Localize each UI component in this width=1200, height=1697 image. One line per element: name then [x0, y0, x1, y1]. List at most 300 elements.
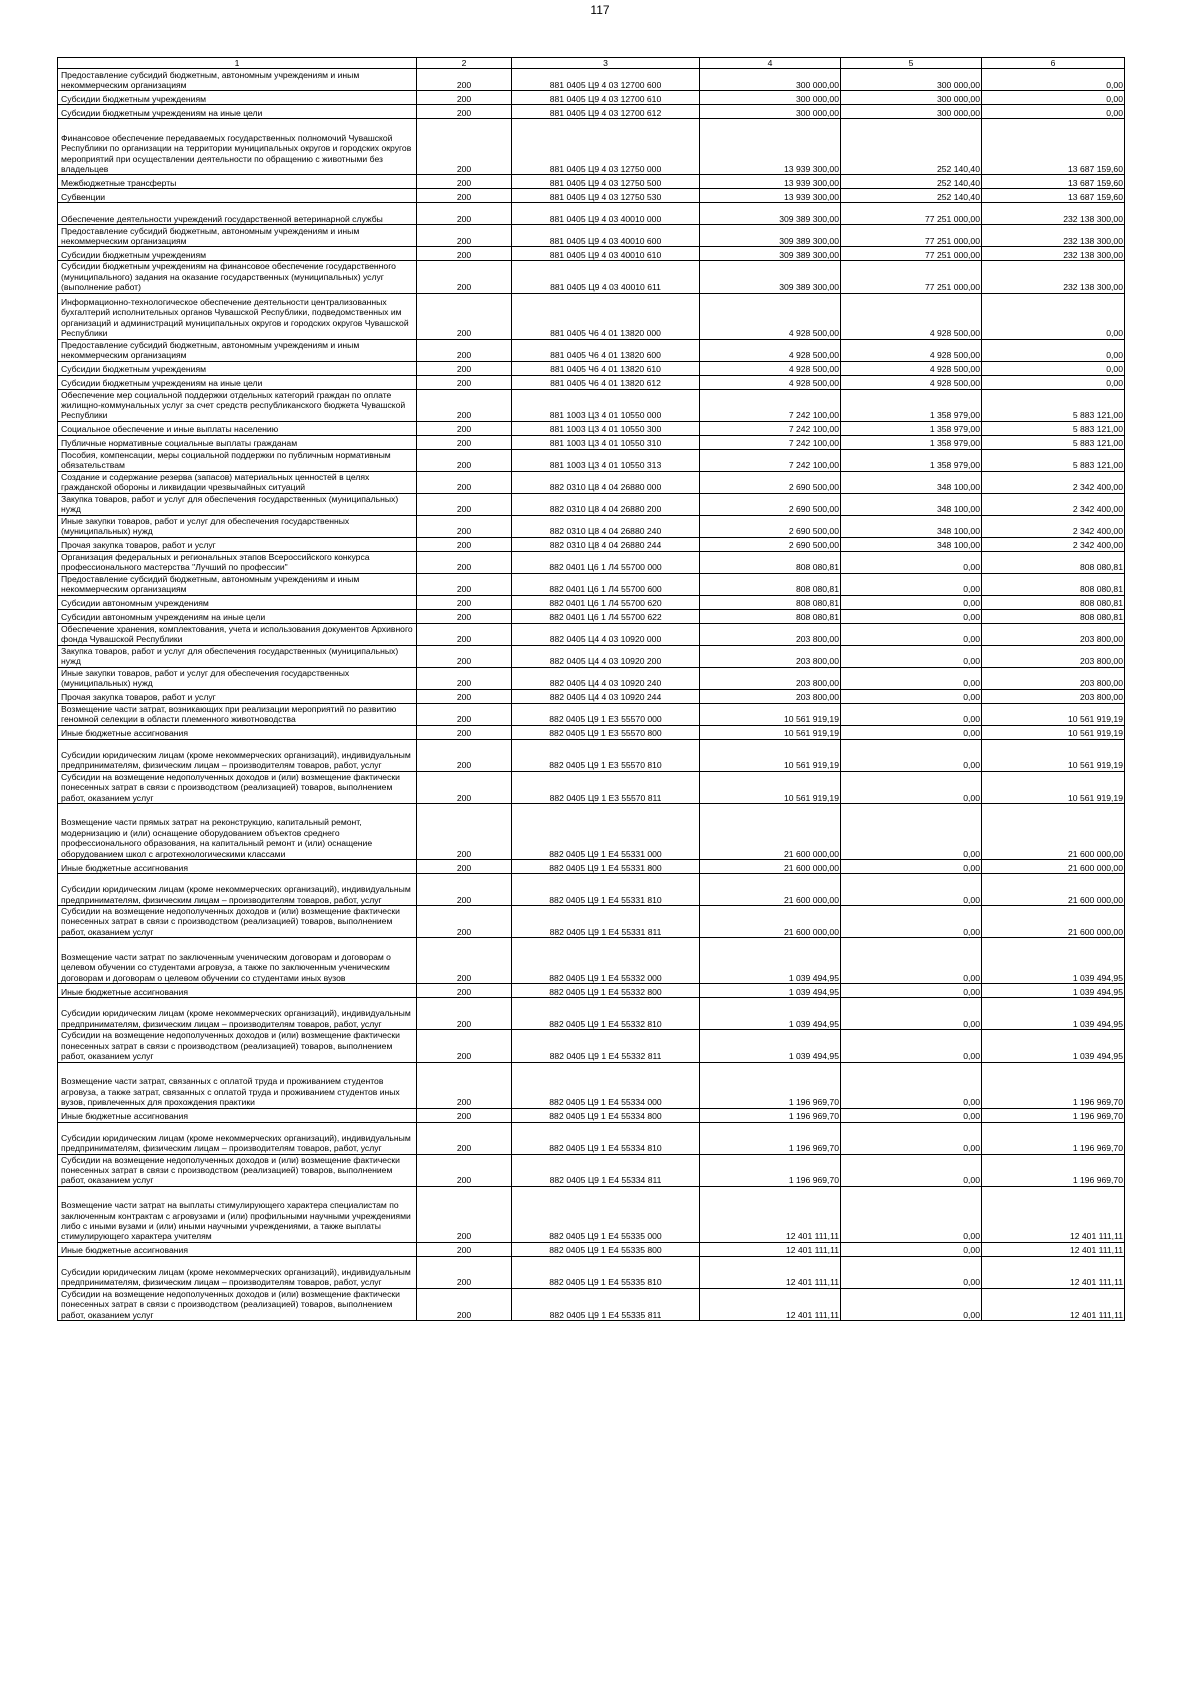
row-executed-cell: 348 100,00 — [841, 493, 982, 515]
row-executed-cell: 0,00 — [841, 1154, 982, 1186]
row-executed-cell: 77 251 000,00 — [841, 261, 982, 293]
row-planned-cell: 7 242 100,00 — [700, 421, 841, 435]
row-executed-cell: 0,00 — [841, 906, 982, 938]
budget-table — [57, 57, 1125, 1321]
table-row — [58, 551, 1125, 573]
row-classifier-cell: 882 0405 Ц9 1 Е3 55570 000 — [512, 703, 700, 725]
row-name-cell: Иные закупки товаров, работ и услуг для обеспечения государственных (муниципальных) нужд — [58, 515, 417, 537]
row-name-cell: Субсидии автономным учреждениям — [58, 595, 417, 609]
row-executed-cell: 348 100,00 — [841, 471, 982, 493]
row-executed-cell: 1 358 979,00 — [841, 421, 982, 435]
row-executed-cell: 0,00 — [841, 804, 982, 860]
row-classifier-cell: 882 0405 Ц9 1 Е4 55334 810 — [512, 1122, 700, 1154]
row-executed-cell: 252 140,40 — [841, 119, 982, 175]
row-executed-cell: 0,00 — [841, 1256, 982, 1288]
row-code-cell: 200 — [417, 1186, 512, 1242]
row-planned-cell: 12 401 111,11 — [700, 1186, 841, 1242]
row-remaining-cell: 1 039 494,95 — [982, 998, 1125, 1030]
table-row — [58, 595, 1125, 609]
row-name-cell: Субсидии на возмещение недополученных доходов и (или) возмещение фактически понесенных затрат в связи с производством (реализацией) товаров, выполнением работ, оказанием услуг — [58, 771, 417, 803]
row-planned-cell: 13 939 300,00 — [700, 175, 841, 189]
table-row — [58, 771, 1125, 803]
row-remaining-cell: 2 342 400,00 — [982, 537, 1125, 551]
table-row — [58, 361, 1125, 375]
table-row — [58, 389, 1125, 421]
row-code-cell: 200 — [417, 906, 512, 938]
row-code-cell: 200 — [417, 119, 512, 175]
row-planned-cell: 12 401 111,11 — [700, 1256, 841, 1288]
row-planned-cell: 203 800,00 — [700, 645, 841, 667]
row-classifier-cell: 882 0401 Ц6 1 Л4 55700 000 — [512, 551, 700, 573]
row-name-cell: Социальное обеспечение и иные выплаты населению — [58, 421, 417, 435]
row-remaining-cell: 1 039 494,95 — [982, 984, 1125, 998]
row-name-cell: Субсидии на возмещение недополученных доходов и (или) возмещение фактически понесенных затрат в связи с производством (реализацией) товаров, выполнением работ, оказанием услуг — [58, 906, 417, 938]
row-classifier-cell: 882 0401 Ц6 1 Л4 55700 622 — [512, 609, 700, 623]
row-code-cell: 200 — [417, 998, 512, 1030]
row-code-cell: 200 — [417, 1242, 512, 1256]
row-code-cell: 200 — [417, 339, 512, 361]
row-executed-cell: 77 251 000,00 — [841, 247, 982, 261]
row-executed-cell: 0,00 — [841, 860, 982, 874]
row-code-cell: 200 — [417, 435, 512, 449]
row-classifier-cell: 882 0310 Ц8 4 04 26880 200 — [512, 493, 700, 515]
row-name-cell: Закупка товаров, работ и услуг для обеспечения государственных (муниципальных) нужд — [58, 645, 417, 667]
row-code-cell: 200 — [417, 667, 512, 689]
row-planned-cell: 2 690 500,00 — [700, 471, 841, 493]
row-remaining-cell: 12 401 111,11 — [982, 1186, 1125, 1242]
table-row — [58, 1030, 1125, 1062]
table-row — [58, 703, 1125, 725]
row-planned-cell: 309 389 300,00 — [700, 203, 841, 225]
row-executed-cell: 0,00 — [841, 1062, 982, 1108]
header-row — [58, 58, 1125, 69]
row-name-cell: Субсидии на возмещение недополученных доходов и (или) возмещение фактически понесенных затрат в связи с производством (реализацией) товаров, выполнением работ, оказанием услуг — [58, 1154, 417, 1186]
row-planned-cell: 2 690 500,00 — [700, 515, 841, 537]
row-planned-cell: 1 196 969,70 — [700, 1154, 841, 1186]
table-row — [58, 667, 1125, 689]
row-executed-cell: 0,00 — [841, 573, 982, 595]
row-code-cell: 200 — [417, 389, 512, 421]
row-executed-cell: 77 251 000,00 — [841, 203, 982, 225]
row-classifier-cell: 882 0405 Ц4 4 03 10920 000 — [512, 623, 700, 645]
table-row — [58, 119, 1125, 175]
row-code-cell: 200 — [417, 984, 512, 998]
row-remaining-cell: 1 039 494,95 — [982, 1030, 1125, 1062]
row-planned-cell: 21 600 000,00 — [700, 860, 841, 874]
row-planned-cell: 7 242 100,00 — [700, 435, 841, 449]
row-name-cell: Публичные нормативные социальные выплаты гражданам — [58, 435, 417, 449]
row-executed-cell: 0,00 — [841, 551, 982, 573]
row-remaining-cell: 0,00 — [982, 69, 1125, 91]
row-executed-cell: 0,00 — [841, 938, 982, 984]
row-classifier-cell: 881 1003 Ц3 4 01 10550 310 — [512, 435, 700, 449]
row-name-cell: Возмещение части затрат на выплаты стимулирующего характера специалистам по заключенным контрактам с агровузами и (или) профильными научными учреждениями либо с иными вузами и (или) иными научными учреждениями, а также выплаты стимулирующего характера учителям — [58, 1186, 417, 1242]
row-code-cell: 200 — [417, 471, 512, 493]
row-classifier-cell: 881 0405 Ч6 4 01 13820 000 — [512, 293, 700, 339]
row-name-cell: Субсидии юридическим лицам (кроме некоммерческих организаций), индивидуальным предпринимателям, физическим лицам – производителям товаров, работ, услуг — [58, 1256, 417, 1288]
row-classifier-cell: 882 0405 Ц9 1 Е3 55570 800 — [512, 725, 700, 739]
row-classifier-cell: 881 0405 Ц9 4 03 12700 610 — [512, 91, 700, 105]
row-name-cell: Прочая закупка товаров, работ и услуг — [58, 689, 417, 703]
row-name-cell: Межбюджетные трансферты — [58, 175, 417, 189]
row-name-cell: Обеспечение деятельности учреждений государственной ветеринарной службы — [58, 203, 417, 225]
row-executed-cell: 0,00 — [841, 1242, 982, 1256]
row-remaining-cell: 1 196 969,70 — [982, 1062, 1125, 1108]
row-classifier-cell: 881 0405 Ц9 4 03 40010 610 — [512, 247, 700, 261]
row-remaining-cell: 232 138 300,00 — [982, 261, 1125, 293]
row-remaining-cell: 0,00 — [982, 293, 1125, 339]
table-row — [58, 515, 1125, 537]
row-planned-cell: 4 928 500,00 — [700, 339, 841, 361]
row-classifier-cell: 881 0405 Ч6 4 01 13820 600 — [512, 339, 700, 361]
row-name-cell: Иные бюджетные ассигнования — [58, 984, 417, 998]
table-row — [58, 609, 1125, 623]
row-code-cell: 200 — [417, 493, 512, 515]
row-remaining-cell: 5 883 121,00 — [982, 449, 1125, 471]
table-row — [58, 645, 1125, 667]
row-name-cell: Иные бюджетные ассигнования — [58, 860, 417, 874]
row-classifier-cell: 882 0405 Ц9 1 Е4 55332 810 — [512, 998, 700, 1030]
row-code-cell: 200 — [417, 537, 512, 551]
row-code-cell: 200 — [417, 361, 512, 375]
row-name-cell: Возмещение части прямых затрат на реконструкцию, капитальный ремонт, модернизацию и (или) оснащение оборудованием объектов среднего профессионального образования, на капитальный ремонт и (или) оснащение оборудованием школ с агротехнологическими классами — [58, 804, 417, 860]
row-planned-cell: 1 039 494,95 — [700, 938, 841, 984]
row-remaining-cell: 808 080,81 — [982, 573, 1125, 595]
table-row — [58, 739, 1125, 771]
row-classifier-cell: 882 0405 Ц9 1 Е4 55331 811 — [512, 906, 700, 938]
row-classifier-cell: 882 0405 Ц9 1 Е4 55331 000 — [512, 804, 700, 860]
row-code-cell: 200 — [417, 703, 512, 725]
table-row — [58, 1122, 1125, 1154]
page-number: 117 — [590, 3, 610, 17]
row-executed-cell: 300 000,00 — [841, 105, 982, 119]
table-row — [58, 938, 1125, 984]
row-executed-cell: 348 100,00 — [841, 515, 982, 537]
row-name-cell: Субсидии бюджетным учреждениям — [58, 361, 417, 375]
table-row — [58, 339, 1125, 361]
row-code-cell: 200 — [417, 595, 512, 609]
row-remaining-cell: 5 883 121,00 — [982, 421, 1125, 435]
row-remaining-cell: 10 561 919,19 — [982, 771, 1125, 803]
row-classifier-cell: 881 0405 Ц9 4 03 12700 600 — [512, 69, 700, 91]
row-planned-cell: 808 080,81 — [700, 573, 841, 595]
row-planned-cell: 300 000,00 — [700, 69, 841, 91]
row-classifier-cell: 882 0310 Ц8 4 04 26880 240 — [512, 515, 700, 537]
row-executed-cell: 0,00 — [841, 1030, 982, 1062]
row-executed-cell: 0,00 — [841, 623, 982, 645]
row-remaining-cell: 10 561 919,19 — [982, 725, 1125, 739]
row-planned-cell: 4 928 500,00 — [700, 361, 841, 375]
row-code-cell: 200 — [417, 609, 512, 623]
row-remaining-cell: 1 196 969,70 — [982, 1108, 1125, 1122]
row-remaining-cell: 0,00 — [982, 91, 1125, 105]
table-row — [58, 623, 1125, 645]
row-code-cell: 200 — [417, 771, 512, 803]
table-row — [58, 874, 1125, 906]
row-executed-cell: 4 928 500,00 — [841, 375, 982, 389]
row-planned-cell: 13 939 300,00 — [700, 189, 841, 203]
row-classifier-cell: 882 0405 Ц9 1 Е4 55335 800 — [512, 1242, 700, 1256]
row-planned-cell: 1 039 494,95 — [700, 1030, 841, 1062]
row-classifier-cell: 882 0405 Ц9 1 Е4 55332 800 — [512, 984, 700, 998]
row-name-cell: Иные бюджетные ассигнования — [58, 1108, 417, 1122]
row-classifier-cell: 881 0405 Ч6 4 01 13820 610 — [512, 361, 700, 375]
row-classifier-cell: 882 0405 Ц4 4 03 10920 244 — [512, 689, 700, 703]
table-row — [58, 1154, 1125, 1186]
row-remaining-cell: 13 687 159,60 — [982, 189, 1125, 203]
row-name-cell: Предоставление субсидий бюджетным, автономным учреждениям и иным некоммерческим организациям — [58, 573, 417, 595]
row-code-cell: 200 — [417, 225, 512, 247]
row-remaining-cell: 21 600 000,00 — [982, 804, 1125, 860]
row-planned-cell: 7 242 100,00 — [700, 389, 841, 421]
row-executed-cell: 1 358 979,00 — [841, 435, 982, 449]
row-classifier-cell: 881 0405 Ц9 4 03 40010 600 — [512, 225, 700, 247]
row-executed-cell: 4 928 500,00 — [841, 361, 982, 375]
row-executed-cell: 0,00 — [841, 725, 982, 739]
row-name-cell: Субсидии автономным учреждениям на иные цели — [58, 609, 417, 623]
table-row — [58, 1242, 1125, 1256]
row-code-cell: 200 — [417, 1288, 512, 1320]
row-executed-cell: 348 100,00 — [841, 537, 982, 551]
row-remaining-cell: 808 080,81 — [982, 609, 1125, 623]
row-name-cell: Предоставление субсидий бюджетным, автономным учреждениям и иным некоммерческим организациям — [58, 225, 417, 247]
table-row — [58, 1108, 1125, 1122]
row-remaining-cell: 13 687 159,60 — [982, 119, 1125, 175]
row-remaining-cell: 232 138 300,00 — [982, 225, 1125, 247]
row-classifier-cell: 882 0401 Ц6 1 Л4 55700 620 — [512, 595, 700, 609]
row-code-cell: 200 — [417, 860, 512, 874]
row-code-cell: 200 — [417, 573, 512, 595]
row-code-cell: 200 — [417, 375, 512, 389]
header-cell: 5 — [841, 58, 982, 69]
row-remaining-cell: 203 800,00 — [982, 623, 1125, 645]
table-row — [58, 1186, 1125, 1242]
row-remaining-cell: 0,00 — [982, 105, 1125, 119]
table-row — [58, 906, 1125, 938]
row-name-cell: Субвенции — [58, 189, 417, 203]
row-code-cell: 200 — [417, 689, 512, 703]
row-planned-cell: 203 800,00 — [700, 689, 841, 703]
row-classifier-cell: 881 1003 Ц3 4 01 10550 313 — [512, 449, 700, 471]
row-name-cell: Субсидии юридическим лицам (кроме некоммерческих организаций), индивидуальным предпринимателям, физическим лицам – производителям товаров, работ, услуг — [58, 874, 417, 906]
row-classifier-cell: 881 0405 Ц9 4 03 12700 612 — [512, 105, 700, 119]
row-classifier-cell: 882 0405 Ц9 1 Е4 55334 811 — [512, 1154, 700, 1186]
row-classifier-cell: 882 0405 Ц9 1 Е4 55335 811 — [512, 1288, 700, 1320]
row-planned-cell: 1 039 494,95 — [700, 984, 841, 998]
table-row — [58, 189, 1125, 203]
row-planned-cell: 21 600 000,00 — [700, 906, 841, 938]
row-executed-cell: 0,00 — [841, 998, 982, 1030]
row-classifier-cell: 882 0310 Ц8 4 04 26880 000 — [512, 471, 700, 493]
table-row — [58, 449, 1125, 471]
table-row — [58, 998, 1125, 1030]
row-classifier-cell: 881 0405 Ц9 4 03 40010 611 — [512, 261, 700, 293]
row-planned-cell: 808 080,81 — [700, 595, 841, 609]
row-remaining-cell: 12 401 111,11 — [982, 1242, 1125, 1256]
row-remaining-cell: 1 196 969,70 — [982, 1122, 1125, 1154]
row-planned-cell: 309 389 300,00 — [700, 225, 841, 247]
table-row — [58, 537, 1125, 551]
row-classifier-cell: 881 0405 Ц9 4 03 12750 530 — [512, 189, 700, 203]
table-row — [58, 984, 1125, 998]
row-executed-cell: 0,00 — [841, 1186, 982, 1242]
row-executed-cell: 0,00 — [841, 984, 982, 998]
row-executed-cell: 0,00 — [841, 739, 982, 771]
row-executed-cell: 0,00 — [841, 667, 982, 689]
row-planned-cell: 12 401 111,11 — [700, 1288, 841, 1320]
row-planned-cell: 2 690 500,00 — [700, 537, 841, 551]
row-code-cell: 200 — [417, 247, 512, 261]
row-classifier-cell: 881 1003 Ц3 4 01 10550 300 — [512, 421, 700, 435]
row-planned-cell: 1 196 969,70 — [700, 1062, 841, 1108]
row-planned-cell: 2 690 500,00 — [700, 493, 841, 515]
row-planned-cell: 300 000,00 — [700, 91, 841, 105]
table-row — [58, 435, 1125, 449]
row-code-cell: 200 — [417, 804, 512, 860]
row-executed-cell: 1 358 979,00 — [841, 389, 982, 421]
row-executed-cell: 0,00 — [841, 1122, 982, 1154]
row-name-cell: Информационно-технологическое обеспечение деятельности централизованных бухгалтерий исполнительных органов Чувашской Республики, подведомственных им организаций и администраций муниципальных округов и городских округов Чувашской Республики — [58, 293, 417, 339]
table-row — [58, 69, 1125, 91]
row-name-cell: Обеспечение хранения, комплектования, учета и использования документов Архивного фонда Чувашской Республики — [58, 623, 417, 645]
row-classifier-cell: 882 0310 Ц8 4 04 26880 244 — [512, 537, 700, 551]
row-name-cell: Возмещение части затрат, возникающих при реализации мероприятий по развитию геномной селекции в области племенного животноводства — [58, 703, 417, 725]
header-cell: 6 — [982, 58, 1125, 69]
row-planned-cell: 10 561 919,19 — [700, 725, 841, 739]
table-row — [58, 804, 1125, 860]
row-code-cell: 200 — [417, 515, 512, 537]
row-classifier-cell: 881 0405 Ц9 4 03 12750 000 — [512, 119, 700, 175]
row-planned-cell: 1 196 969,70 — [700, 1122, 841, 1154]
table-row — [58, 493, 1125, 515]
row-classifier-cell: 882 0405 Ц4 4 03 10920 200 — [512, 645, 700, 667]
row-code-cell: 200 — [417, 261, 512, 293]
row-remaining-cell: 5 883 121,00 — [982, 435, 1125, 449]
row-name-cell: Предоставление субсидий бюджетным, автономным учреждениям и иным некоммерческим организациям — [58, 339, 417, 361]
table-row — [58, 261, 1125, 293]
row-code-cell: 200 — [417, 874, 512, 906]
row-classifier-cell: 882 0405 Ц9 1 Е4 55334 800 — [512, 1108, 700, 1122]
row-executed-cell: 0,00 — [841, 595, 982, 609]
row-code-cell: 200 — [417, 725, 512, 739]
row-remaining-cell: 12 401 111,11 — [982, 1256, 1125, 1288]
row-planned-cell: 4 928 500,00 — [700, 375, 841, 389]
row-name-cell: Субсидии на возмещение недополученных доходов и (или) возмещение фактически понесенных затрат в связи с производством (реализацией) товаров, выполнением работ, оказанием услуг — [58, 1030, 417, 1062]
row-name-cell: Субсидии бюджетным учреждениям — [58, 91, 417, 105]
row-planned-cell: 203 800,00 — [700, 667, 841, 689]
row-planned-cell: 808 080,81 — [700, 551, 841, 573]
row-code-cell: 200 — [417, 1154, 512, 1186]
header-cell: 1 — [58, 58, 417, 69]
table-row — [58, 105, 1125, 119]
row-name-cell: Субсидии на возмещение недополученных доходов и (или) возмещение фактически понесенных затрат в связи с производством (реализацией) товаров, выполнением работ, оказанием услуг — [58, 1288, 417, 1320]
row-name-cell: Субсидии бюджетным учреждениям — [58, 247, 417, 261]
row-executed-cell: 252 140,40 — [841, 175, 982, 189]
row-code-cell: 200 — [417, 938, 512, 984]
table-body — [58, 69, 1125, 1321]
table-row — [58, 203, 1125, 225]
row-executed-cell: 0,00 — [841, 874, 982, 906]
table-row — [58, 573, 1125, 595]
row-executed-cell: 0,00 — [841, 703, 982, 725]
row-code-cell: 200 — [417, 69, 512, 91]
table-row — [58, 860, 1125, 874]
row-name-cell: Прочая закупка товаров, работ и услуг — [58, 537, 417, 551]
row-remaining-cell: 0,00 — [982, 375, 1125, 389]
row-remaining-cell: 232 138 300,00 — [982, 203, 1125, 225]
row-code-cell: 200 — [417, 1062, 512, 1108]
row-code-cell: 200 — [417, 1122, 512, 1154]
row-planned-cell: 21 600 000,00 — [700, 804, 841, 860]
row-code-cell: 200 — [417, 1256, 512, 1288]
row-executed-cell: 300 000,00 — [841, 69, 982, 91]
table-row — [58, 725, 1125, 739]
row-name-cell: Субсидии бюджетным учреждениям на финансовое обеспечение государственного (муниципального) задания на оказание государственных (муниципальных) услуг (выполнение работ) — [58, 261, 417, 293]
row-code-cell: 200 — [417, 421, 512, 435]
row-remaining-cell: 808 080,81 — [982, 595, 1125, 609]
table-row — [58, 471, 1125, 493]
row-classifier-cell: 882 0405 Ц9 1 Е3 55570 810 — [512, 739, 700, 771]
row-planned-cell: 12 401 111,11 — [700, 1242, 841, 1256]
header-cell: 2 — [417, 58, 512, 69]
row-remaining-cell: 10 561 919,19 — [982, 739, 1125, 771]
row-planned-cell: 10 561 919,19 — [700, 771, 841, 803]
row-executed-cell: 1 358 979,00 — [841, 449, 982, 471]
row-executed-cell: 300 000,00 — [841, 91, 982, 105]
row-code-cell: 200 — [417, 623, 512, 645]
row-classifier-cell: 882 0405 Ц9 1 Е4 55335 000 — [512, 1186, 700, 1242]
row-executed-cell: 252 140,40 — [841, 189, 982, 203]
table-row — [58, 421, 1125, 435]
row-planned-cell: 1 196 969,70 — [700, 1108, 841, 1122]
row-planned-cell: 808 080,81 — [700, 609, 841, 623]
row-planned-cell: 10 561 919,19 — [700, 703, 841, 725]
row-planned-cell: 1 039 494,95 — [700, 998, 841, 1030]
table-row — [58, 293, 1125, 339]
row-remaining-cell: 203 800,00 — [982, 667, 1125, 689]
row-classifier-cell: 882 0405 Ц9 1 Е4 55331 800 — [512, 860, 700, 874]
table-row — [58, 225, 1125, 247]
row-code-cell: 200 — [417, 189, 512, 203]
row-remaining-cell: 21 600 000,00 — [982, 906, 1125, 938]
row-name-cell: Возмещение части затрат, связанных с оплатой труда и проживанием студентов агровуза, а также затрат, связанных с оплатой труда и проживанием студентов иных вузов, привлеченных для прохождения практики — [58, 1062, 417, 1108]
row-remaining-cell: 0,00 — [982, 361, 1125, 375]
row-name-cell: Организация федеральных и региональных этапов Всероссийского конкурса профессионального мастерства "Лучший по профессии" — [58, 551, 417, 573]
row-name-cell: Возмещение части затрат по заключенным ученическим договорам и договорам о целевом обучении со студентами агровуза, а также по заключенным ученическим договорам и договорам о целевом обучении со студентами иных вузов — [58, 938, 417, 984]
row-planned-cell: 21 600 000,00 — [700, 874, 841, 906]
row-remaining-cell: 808 080,81 — [982, 551, 1125, 573]
row-executed-cell: 0,00 — [841, 1288, 982, 1320]
header-cell: 3 — [512, 58, 700, 69]
header-cell: 4 — [700, 58, 841, 69]
row-code-cell: 200 — [417, 175, 512, 189]
row-name-cell: Иные бюджетные ассигнования — [58, 725, 417, 739]
row-classifier-cell: 881 1003 Ц3 4 01 10550 000 — [512, 389, 700, 421]
row-name-cell: Иные бюджетные ассигнования — [58, 1242, 417, 1256]
row-executed-cell: 0,00 — [841, 689, 982, 703]
row-executed-cell: 0,00 — [841, 1108, 982, 1122]
row-name-cell: Субсидии бюджетным учреждениям на иные цели — [58, 105, 417, 119]
row-classifier-cell: 882 0405 Ц9 1 Е3 55570 811 — [512, 771, 700, 803]
row-executed-cell: 4 928 500,00 — [841, 339, 982, 361]
row-code-cell: 200 — [417, 293, 512, 339]
table-row — [58, 689, 1125, 703]
row-executed-cell: 0,00 — [841, 609, 982, 623]
table-row — [58, 1256, 1125, 1288]
row-executed-cell: 0,00 — [841, 645, 982, 667]
table-row — [58, 91, 1125, 105]
row-classifier-cell: 882 0405 Ц4 4 03 10920 240 — [512, 667, 700, 689]
